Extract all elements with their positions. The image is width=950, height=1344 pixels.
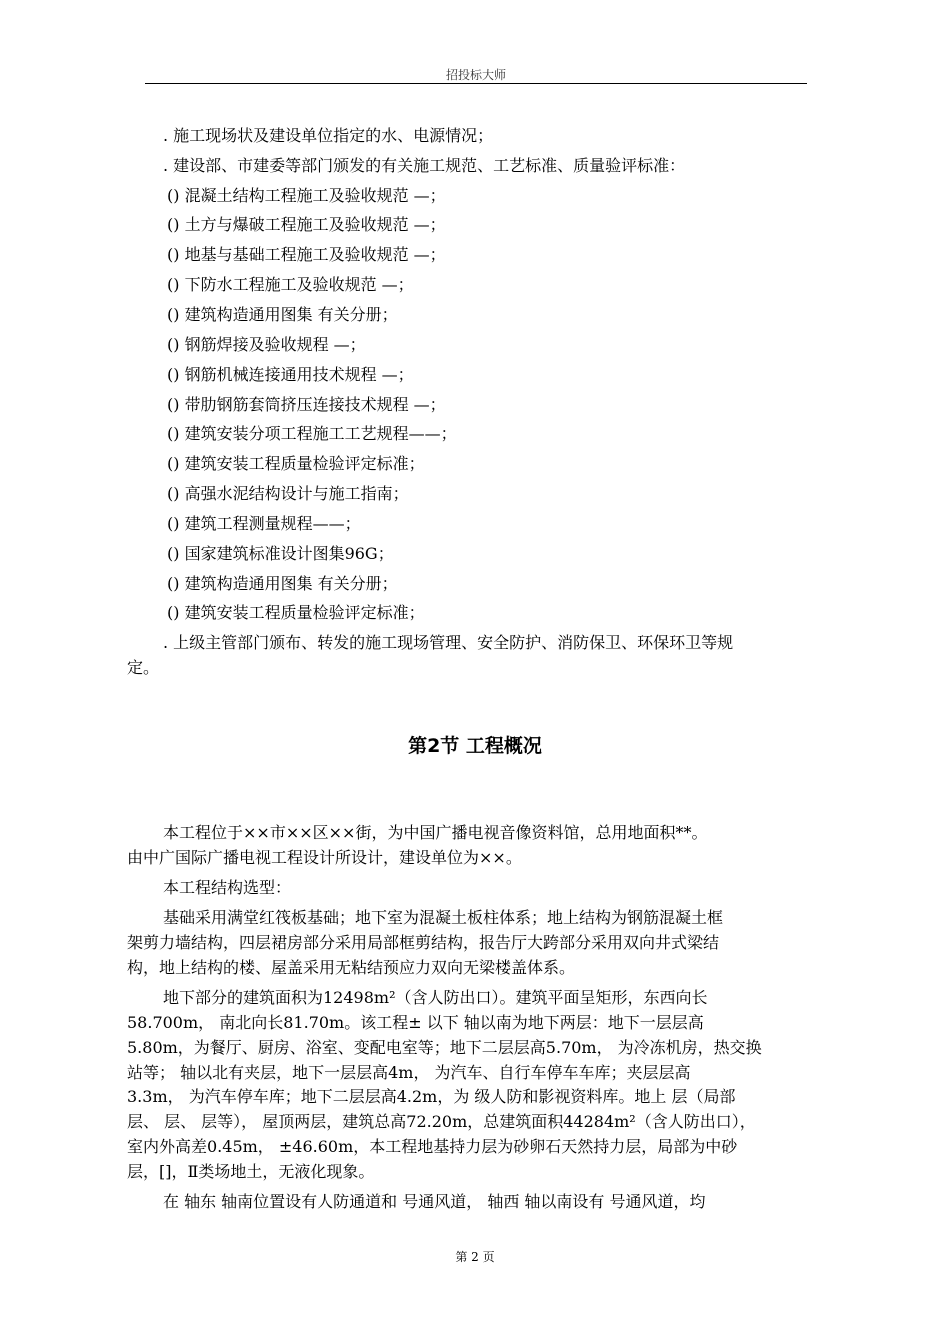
text-line: () 建筑安装工程质量检验评定标准；	[167, 603, 425, 622]
text-line: 5.80m，为餐厅、厨房、浴室、变配电室等；地下二层层高5.70m， 为冷冻机房，热交换	[127, 1038, 762, 1057]
text-line: () 土方与爆破工程施工及验收规范 —；	[167, 215, 446, 234]
text-line: 本工程位于××市××区××街，为中国广播电视音像资料馆，总用地面积**。	[163, 823, 708, 842]
text-line: 定。	[127, 658, 160, 677]
text-line: () 国家建筑标准设计图集96G；	[167, 544, 394, 563]
text-line: 层，[]，Ⅱ类场地土，无液化现象。	[127, 1162, 375, 1181]
text-line: () 带肋钢筋套筒挤压连接技术规程 —；	[167, 395, 446, 414]
text-line: () 高强水泥结构设计与施工指南；	[167, 484, 409, 503]
text-line: () 下防水工程施工及验收规范 —；	[167, 275, 414, 294]
text-line: . 上级主管部门颁布、转发的施工现场管理、安全防护、消防保卫、环保环卫等规	[163, 633, 734, 652]
text-line: . 施工现场状及建设单位指定的水、电源情况；	[163, 126, 494, 145]
text-line: () 钢筋机械连接通用技术规程 —；	[167, 365, 414, 384]
text-line: 室内外高差0.45m， ±46.60m，本工程地基持力层为砂卵石天然持力层，局部为中砂	[127, 1137, 738, 1156]
page-header: 招投标大师	[445, 68, 506, 82]
text-line: 本工程结构选型：	[163, 878, 292, 897]
text-line: 3.3m， 为汽车停车库；地下二层层高4.2m，为 级人防和影视资料库。地上 层（局部	[127, 1087, 736, 1106]
text-line: . 建设部、市建委等部门颁发的有关施工规范、工艺标准、质量验评标准：	[163, 156, 686, 175]
text-line: () 建筑构造通用图集 有关分册；	[167, 305, 398, 324]
text-line: 地下部分的建筑面积为12498m²（含人防出口）。建筑平面呈矩形，东西向长	[163, 988, 708, 1007]
text-line: () 建筑工程测量规程——；	[167, 514, 361, 533]
text-line: () 地基与基础工程施工及验收规范 —；	[167, 245, 446, 264]
text-line: () 建筑安装分项工程施工工艺规程——；	[167, 424, 457, 443]
text-line: 层、 层、 层等）， 屋顶两层，建筑总高72.20m，总建筑面积44284m²（含人防出口），	[127, 1112, 756, 1131]
text-line: () 建筑安装工程质量检验评定标准；	[167, 454, 425, 473]
text-line: 构，地上结构的楼、屋盖采用无粘结预应力双向无梁楼盖体系。	[127, 958, 576, 977]
page-footer: 第 2 页	[455, 1250, 495, 1264]
text-line: () 混凝土结构工程施工及验收规范 —；	[167, 186, 446, 205]
text-line: 基础采用满堂红筏板基础；地下室为混凝土板柱体系；地上结构为钢筋混凝土框	[163, 908, 724, 927]
section-title: 第2节 工程概况	[408, 735, 542, 757]
text-line: 站等； 轴以北有夹层，地下一层层高4m， 为汽车、自行车停车车库；夹层层高	[127, 1063, 691, 1082]
text-line: 在 轴东 轴南位置设有人防通道和 号通风道， 轴西 轴以南设有 号通风道，均	[163, 1192, 706, 1211]
text-line: 58.700m， 南北向长81.70m。该工程± 以下 轴以南为地下两层：地下一层层高	[127, 1013, 704, 1032]
text-line: () 钢筋焊接及验收规程 —；	[167, 335, 366, 354]
text-line: 架剪力墙结构，四层裙房部分采用局部框剪结构，报告厅大跨部分采用双向井式梁结	[127, 933, 720, 952]
text-line: () 建筑构造通用图集 有关分册；	[167, 574, 398, 593]
text-line: 由中广国际广播电视工程设计所设计，建设单位为××。	[127, 848, 522, 867]
header-rule	[145, 83, 807, 84]
